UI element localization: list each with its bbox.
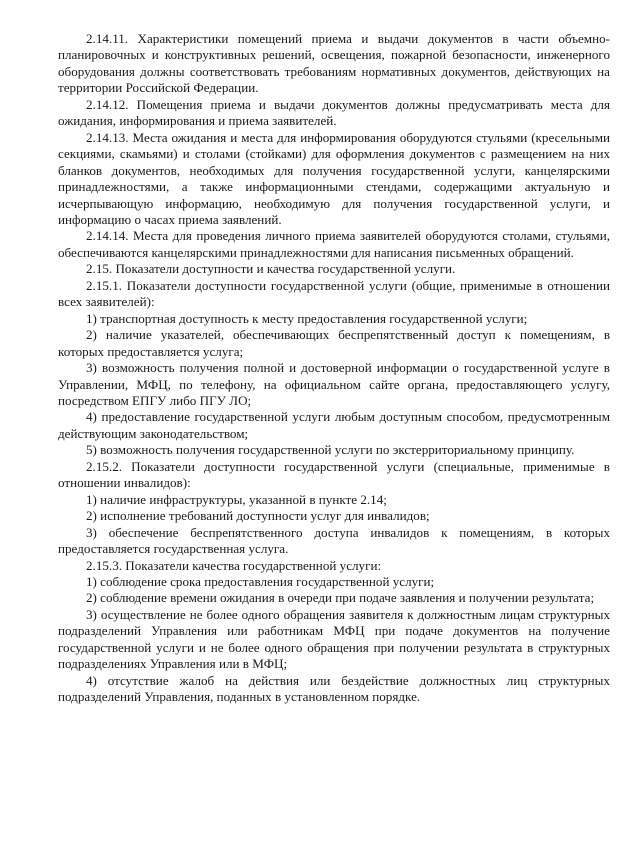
document-body [58, 31, 610, 706]
list-item: 2) соблюдение времени ожидания в очереди при подаче заявления и получении результата; [86, 590, 595, 606]
list-item: 2) исполнение требований доступности услуг для инвалидов; [86, 508, 430, 524]
paragraph-2-14-12: 2.14.12. Помещения приема и выдачи документов должны предусматривать места для ожидания, информирования и приема заявителей. [58, 96, 610, 129]
list-item: 5) возможность получения государственной услуги по экстерриториальному принципу. [86, 442, 575, 458]
list-item: 4) предоставление государственной услуги любым доступным способом, предусмотренным действующим законодательством; [58, 409, 610, 441]
paragraph-2-15: 2.15. Показатели доступности и качества государственной услуги. [86, 261, 456, 277]
list-item: 1) соблюдение срока предоставления государственной услуги; [86, 573, 435, 589]
list-item: 4) отсутствие жалоб на действия или бездействие должностных лиц структурных подразделений Управления, поданных в установленном порядке. [58, 672, 610, 705]
list-item: 1) наличие инфраструктуры, указанной в пункте 2.14; [86, 491, 387, 507]
paragraph-2-14-11: 2.14.11. Характеристики помещений приема и выдачи документов в части объемно-планировочных и конструктивных решений, освещения, пожарной безопасности, инженерного оборудования должны соответствовать требованиям нормативных документов, действующих на территории Российской Федерации. [58, 31, 610, 96]
list-item: 2) наличие указателей, обеспечивающих беспрепятственный доступ к помещениям, в которых предоставляется услуга; [58, 327, 610, 359]
paragraph-2-14-13: 2.14.13. Места ожидания и места для информирования оборудуются стульями (кресельными секциями, скамьями) и столами (стойками) для оформления документов с размещением на них бланков документов, необходимых для получения государственной услуги, канцелярскими принадлежностями, а также информационными стендами, содержащими актуальную и исчерпывающую информацию, необходимую для получения государственной услуги, и информацию о часах приема заявлений. [58, 129, 610, 227]
paragraph-2-14-14: 2.14.14. Места для проведения личного приема заявителей оборудуются столами, стульями, обеспечиваются канцелярскими принадлежностями для написания письменных обращений. [58, 228, 610, 260]
paragraph-2-15-2: 2.15.2. Показатели доступности государственной услуги (специальные, применимые в отношении инвалидов): [58, 458, 610, 491]
paragraph-2-15-1: 2.15.1. Показатели доступности государственной услуги (общие, применимые в отношении всех заявителей): [58, 277, 610, 310]
list-item: 3) осуществление не более одного обращения заявителя к должностным лицам структурных подразделений Управления или работникам МФЦ при подаче документов на получение государственной услуги и не более одного обращения при получении результата в структурных подразделениях Управления или в МФЦ; [58, 606, 610, 672]
list-item: 3) возможность получения полной и достоверной информации о государственной услуге в Управлении, МФЦ, по телефону, на официальном сайте органа, предоставляющего услугу, посредством ЕПГУ либо ПГУ ЛО; [58, 360, 610, 408]
paragraph-2-15-3: 2.15.3. Показатели качества государственной услуги: [86, 557, 382, 573]
list-item: 1) транспортная доступность к месту предоставления государственной услуги; [86, 310, 528, 326]
list-item: 3) обеспечение беспрепятственного доступа инвалидов к помещениям, в которых предоставляется государственная услуга. [58, 524, 610, 557]
